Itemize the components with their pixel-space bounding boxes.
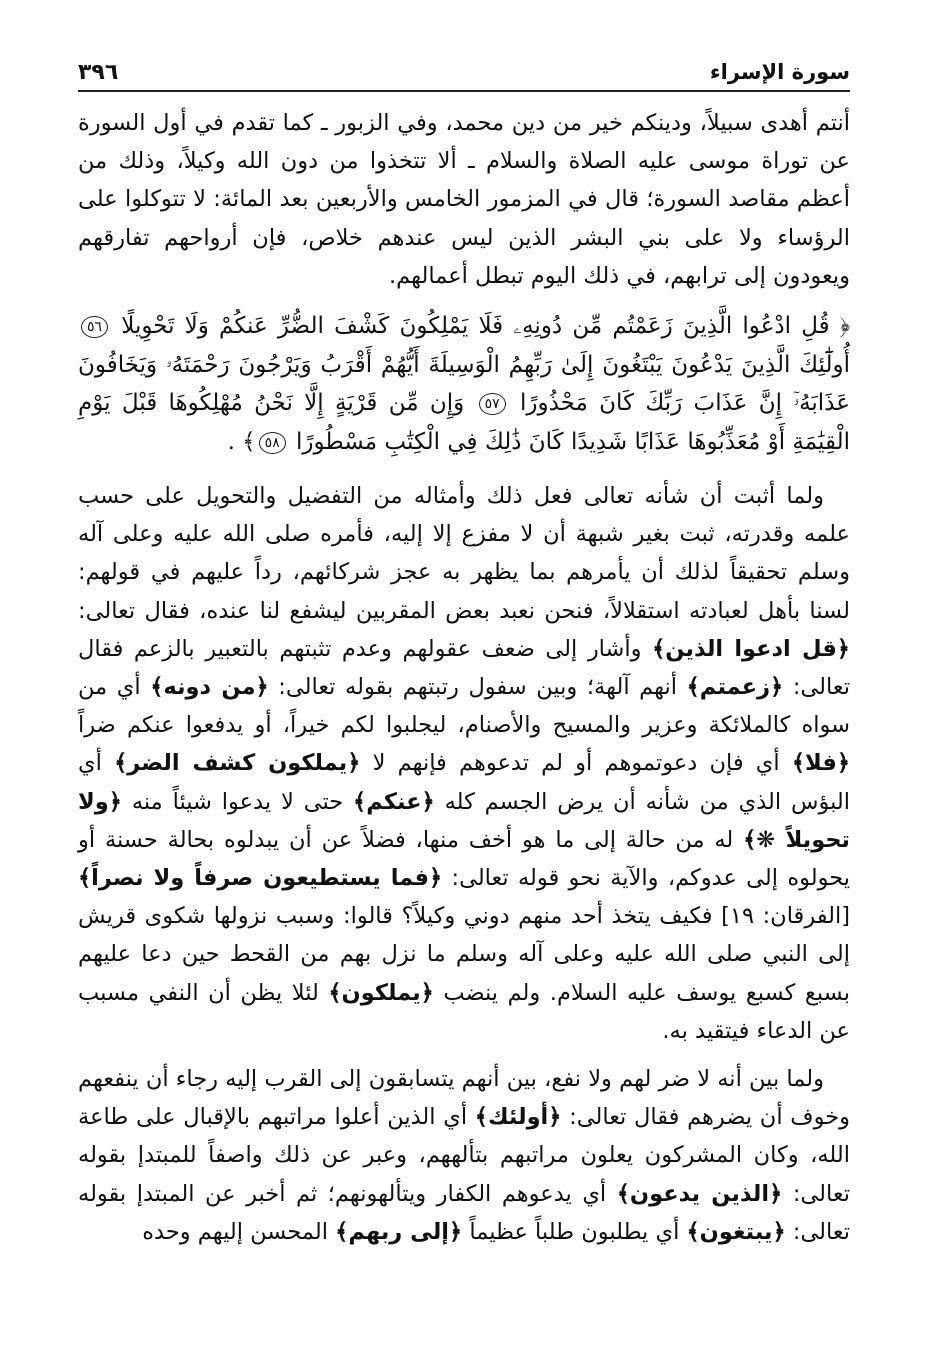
quoted-phrase: ﴿يبتغون﴾ (686, 1218, 786, 1245)
ayah-number-58: ٥٨ (259, 432, 286, 454)
quoted-phrase: ﴿عنكم﴾ (353, 788, 435, 815)
quoted-phrase: ﴿زعمتم﴾ (686, 674, 784, 701)
paragraph-text: حتى لا يدعوا شيئاً منه (121, 788, 354, 815)
paragraph-text: [الفرقان: ١٩] فكيف يتخذ أحد منهم دوني وكيلاً؟ قالوا: وسبب نزولها شكوى قريش إلى النبي صلى الله عليه وعلى آله وسلم ما نزل بهم من القحط حين دعا عليهم بسبع كسبع يوسف عليه السلام. ولم ينضب (78, 903, 850, 1006)
paragraph-text: أي يدعوهم الكفار ويتألهونهم؛ ثم أخبر عن المبتدإ بقوله تعالى: (78, 1180, 850, 1245)
quoted-phrase: ﴿فلا﴾ (791, 750, 851, 777)
quoted-phrase: ﴿يملكون﴾ (328, 979, 434, 1006)
paragraph-text: أنتم أهدى سبيلاً، ودينكم خير من دين محمد، وفي الزبور ـ كما تقدم في أول السورة عن توراة موسى عليه الصلاة والسلام ـ ألا تتخذوا من دون الله وكيلاً، وذلك من أعظم مقاصد السورة؛ قال في المزمور الخامس والأربعين بعد المائة: لا تتوكلوا على الرؤساء ولا على بني البشر الذين ليس عندهم خلاص، فإن أرواحهم تفارقهم ويعودون إلى ترابهم، في ذلك اليوم تبطل أعمالهم. (78, 110, 850, 289)
quoted-phrase: ﴿من دونه﴾ (150, 674, 269, 701)
page-header (78, 58, 850, 88)
quoted-phrase: ﴿قل ادعوا الذين﴾ (652, 635, 850, 662)
header-divider (78, 90, 850, 92)
paragraph-text: أي البؤس الذي من شأنه أن يرض الجسم كله (78, 750, 850, 815)
ayah-number-57: ٥٧ (479, 393, 506, 415)
page-number: ٣٩٦ (78, 60, 119, 85)
quran-verse-block (78, 307, 850, 461)
paragraph-text: أنهم آلهة؛ وبين سفول رتبتهم بقوله تعالى: (268, 674, 687, 701)
quoted-phrase: ﴿إلى ربهم﴾ (335, 1218, 463, 1245)
ayah-58: وَإِن مِّن قَرْيَةٍ إِلَّا نَحْنُ مُهْلِكُوهَا قَبْلَ يَوْمِ الْقِيَٰمَةِ أَوْ مُعَذِّبُوهَا عَذَابًا شَدِيدًا كَانَ ذَٰلِكَ فِي الْكِتَٰبِ مَسْطُورًا (78, 390, 850, 455)
quoted-phrase: ﴿فما يستطيعون صرفاً ولا نصراً﴾ (78, 865, 443, 892)
paragraph-text: المحسن إليهم وحده (142, 1218, 336, 1245)
ayah-56: قُلِ ادْعُوا الَّذِينَ زَعَمْتُم مِّن دُونِهِۦ فَلَا يَمْلِكُونَ كَشْفَ الضُّرِّ عَنكُمْ وَلَا تَحْوِيلًا (121, 313, 830, 340)
surah-title: سورة الإسراء (709, 60, 850, 84)
paragraph-3 (78, 1060, 850, 1251)
paragraph-text: ولما أثبت أن شأنه تعالى فعل ذلك وأمثاله من التفضيل والتحويل على حسب علمه وقدرته، ثبت بغير شبهة أن لا مفزع إلا إليه، فأمره صلى الله عليه وعلى آله وسلم تحقيقاً لذلك أن يأمرهم بما يظهر به عجز شركائهم، رداً عليهم في قولهم: لسنا بأهل لعبادته استقلالاً، فنحن نعبد بعض المقربين ليشفع لنا عنده، فقال تعالى: (78, 483, 850, 624)
verse-close-bracket: ﴾ . (227, 428, 256, 455)
paragraph-gap (78, 1050, 850, 1060)
quoted-phrase: ﴿يملكون كشف الضر﴾ (114, 750, 361, 777)
paragraph-text: أي من سواه كالملائكة وعزير والمسيح والأصنام، ليجلبوا لكم خيراً، أو يدفعوا عنكم ضراً (78, 674, 850, 739)
ayah-number-56: ٥٦ (81, 316, 108, 338)
paragraph-text: أي يطلبون طلباً عظيماً (462, 1218, 687, 1245)
paragraph-text: وأشار إلى ضعف عقولهم وعدم تثبتهم بالتعبير بالزعم فقال تعالى: (78, 635, 850, 701)
page-body (78, 104, 850, 1251)
paragraph-2 (78, 477, 850, 1050)
paragraph-text: أي فإن دعوتموهم أو لم تدعوهم فإنهم لا (360, 750, 792, 777)
paragraph-text: له من حالة إلى ما هو أخف منها، فضلاً عن أن يبدلوه بحالة حسنة أو يحولوه إلى عدوكم، والآية نحو قوله تعالى: (78, 826, 850, 892)
paragraph-text: ولما بين أنه لا ضر لهم ولا نفع، بين أنهم يتسابقون إلى القرب إليه رجاء أن ينفعهم وخوف أن يضرهم فقال تعالى: (78, 1066, 850, 1131)
quoted-phrase: ﴿أولئك﴾ (474, 1104, 562, 1131)
paragraph-text: لئلا يظن أن النفي مسبب عن الدعاء فيتقيد به. (78, 979, 850, 1044)
paragraph-1 (78, 104, 850, 295)
verse-open-bracket: ﴿ (839, 313, 850, 340)
ayah-57: أُولَٰٓئِكَ الَّذِينَ يَدْعُونَ يَبْتَغُونَ إِلَىٰ رَبِّهِمُ الْوَسِيلَةَ أَيُّهُمْ أَقْرَبُ وَيَرْجُونَ رَحْمَتَهُۥ وَيَخَافُونَ عَذَابَهُۥٓ إِنَّ عَذَابَ رَبِّكَ كَانَ مَحْذُورًا (78, 351, 850, 417)
paragraph-text: أي الذين أعلوا مراتبهم بالإقبال على طاعة الله، وكان المشركون يعلون مراتبهم بتألههم، وعبر عن ذلك واصفاً للمبتدإ بقوله تعالى: (78, 1104, 850, 1207)
quoted-phrase: ﴿ولا تحويلاً ❋﴾ (78, 788, 850, 853)
quoted-phrase: ﴿الذين يدعون﴾ (616, 1180, 783, 1207)
